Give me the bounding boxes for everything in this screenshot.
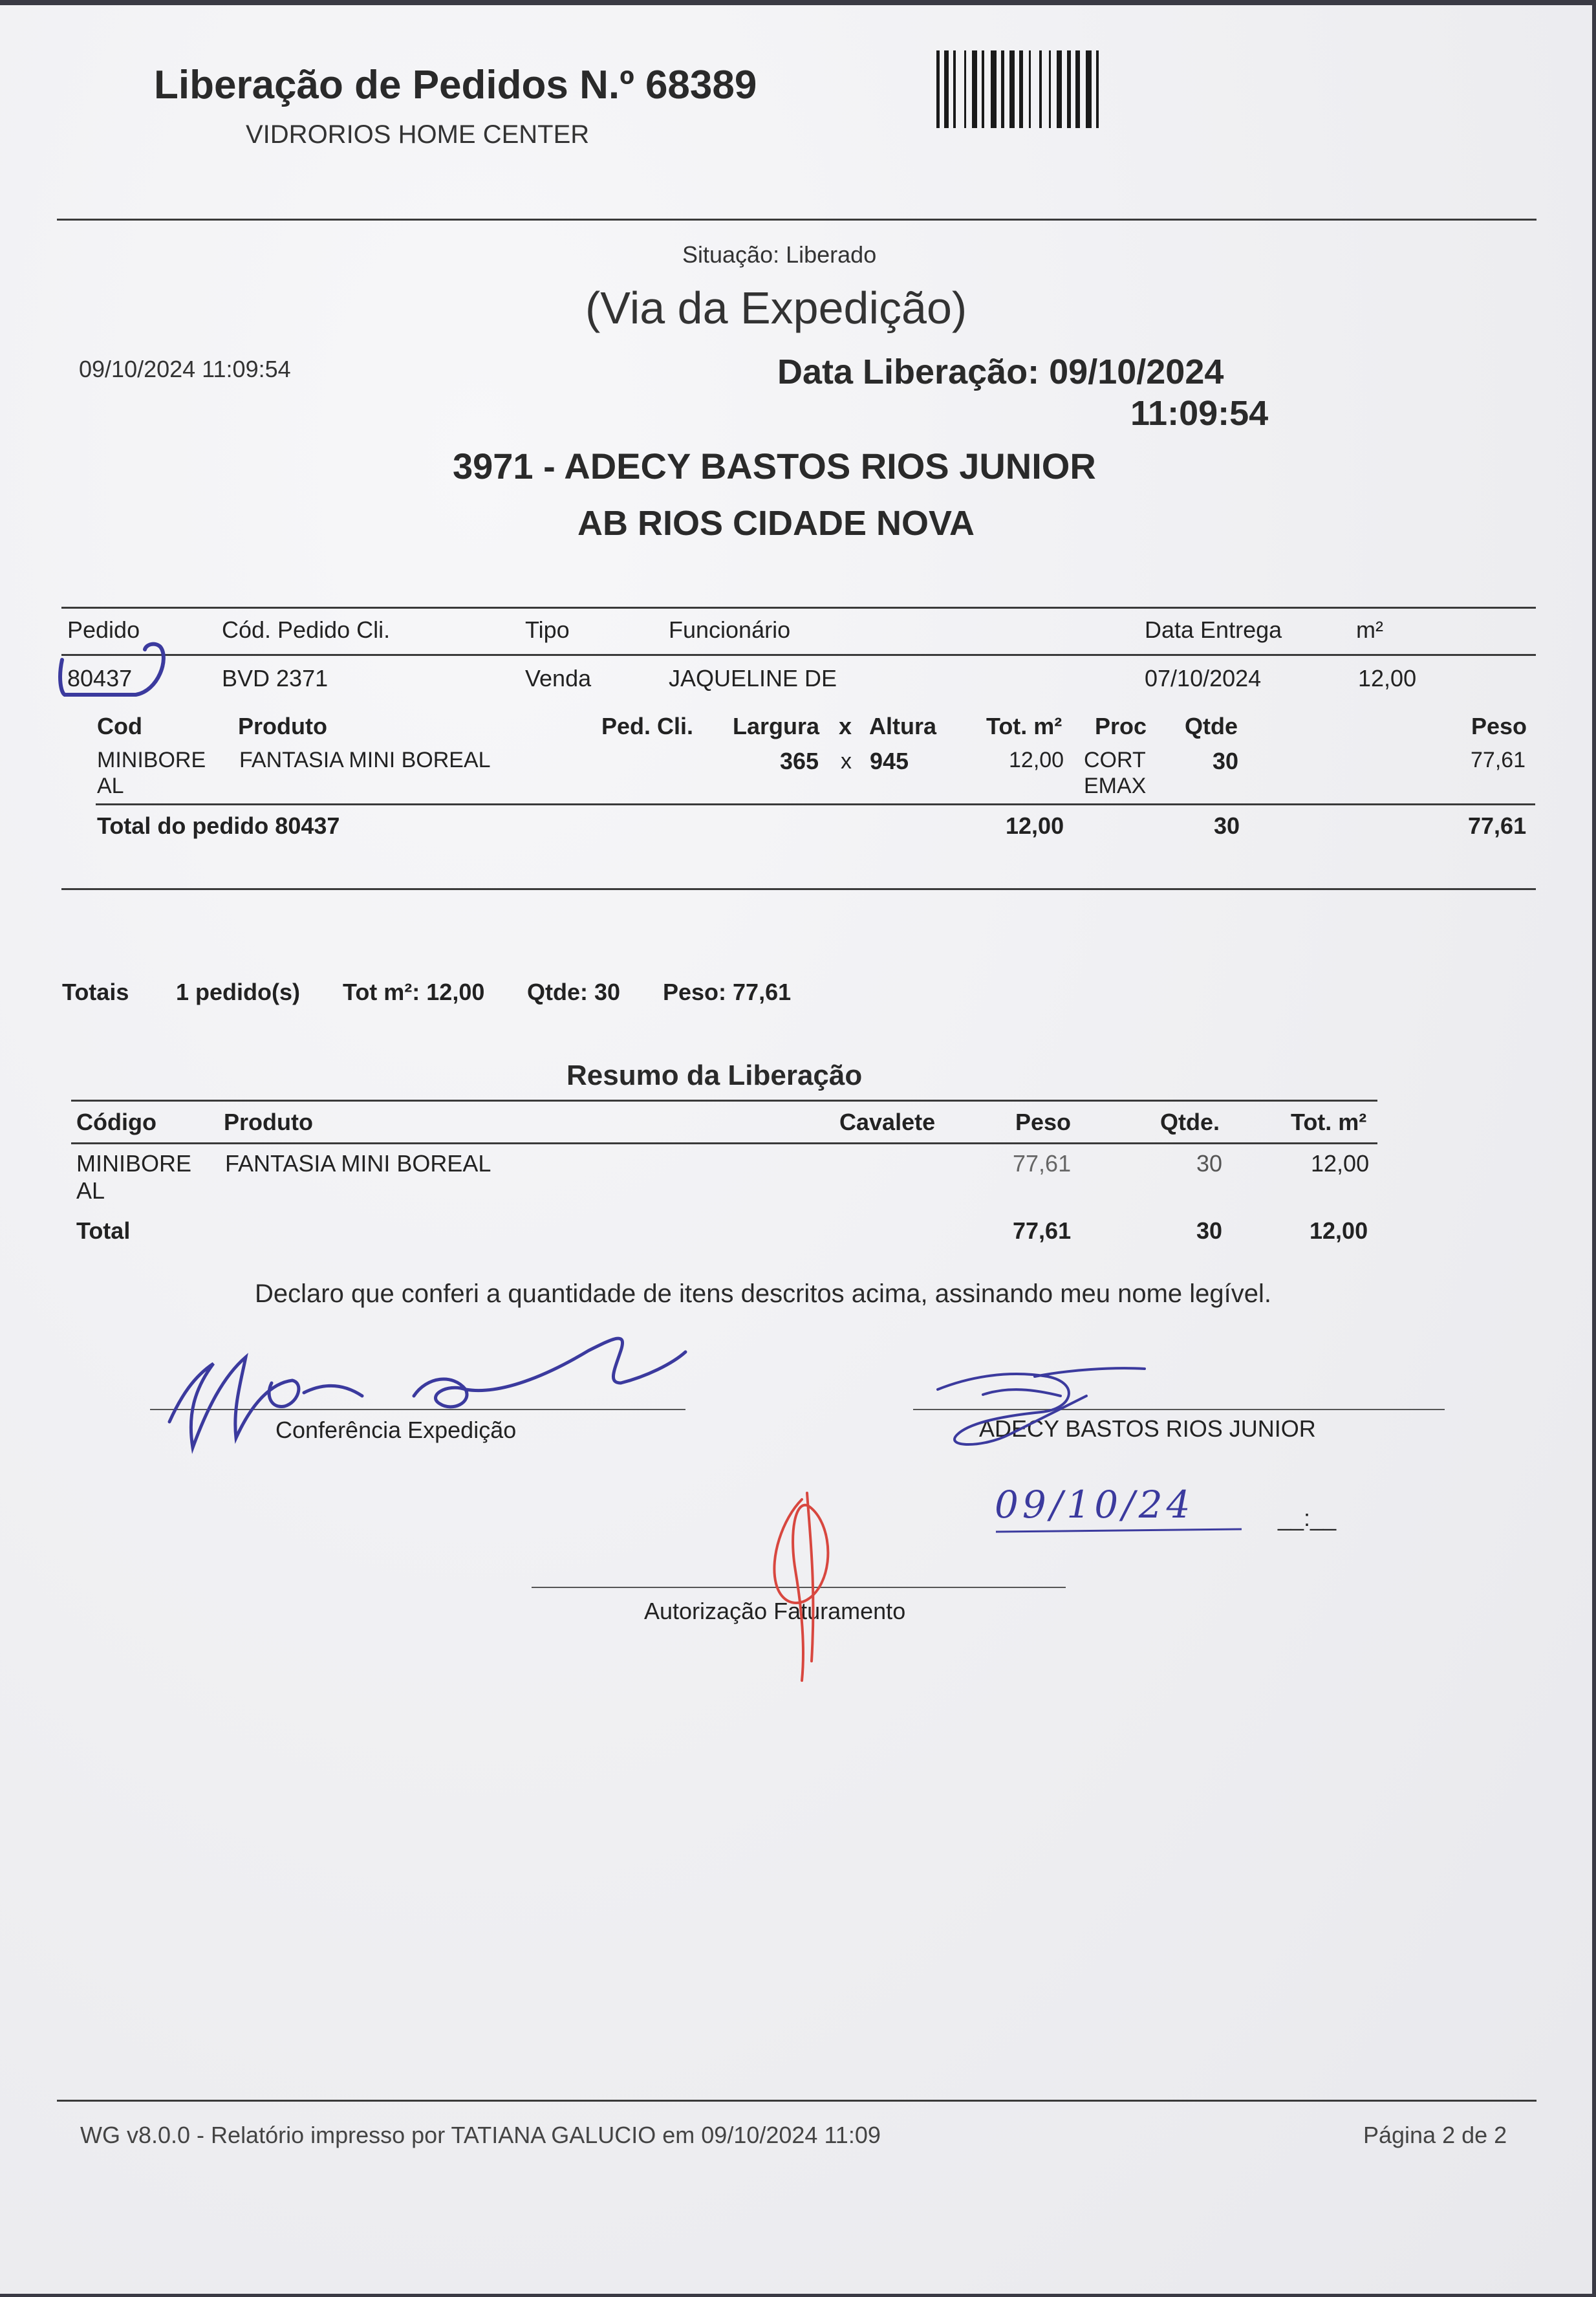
declaration-text: Declaro que conferi a quantidade de itens descritos acima, assinando meu nome legível. — [255, 1279, 1272, 1308]
item-col-x: x — [839, 713, 852, 739]
item-largura: 365 — [780, 748, 819, 774]
conferencia-label: Conferência Expedição — [275, 1417, 517, 1443]
resumo-col-tot-m2: Tot. m² — [1291, 1109, 1367, 1135]
item-col-altura: Altura — [869, 713, 937, 739]
autorizacao-label: Autorização Faturamento — [644, 1598, 906, 1624]
item-proc-line1: CORT — [1084, 748, 1146, 772]
handwriting-overlay — [0, 5, 1592, 2294]
resumo-tot-m2: 12,00 — [1311, 1150, 1370, 1177]
resumo-total-label: Total — [76, 1217, 131, 1244]
resumo-col-produto: Produto — [224, 1109, 313, 1135]
resumo-qtde: 30 — [1196, 1150, 1223, 1177]
document-title: Liberação de Pedidos N.º 68389 — [154, 63, 757, 107]
row-pedido: 80437 — [67, 665, 133, 691]
resumo-peso: 77,61 — [1013, 1150, 1072, 1177]
item-col-cod: Cod — [97, 713, 142, 739]
red-rubric — [774, 1493, 828, 1681]
resumo-col-qtde: Qtde. — [1160, 1109, 1220, 1135]
client-signature — [938, 1368, 1145, 1444]
resumo-col-peso: Peso — [1015, 1109, 1072, 1135]
col-data-entrega: Data Entrega — [1145, 616, 1282, 643]
client-signature-name: ADECY BASTOS RIOS JUNIOR — [979, 1415, 1316, 1442]
item-col-ped-cli: Ped. Cli. — [601, 713, 694, 739]
col-m2: m² — [1356, 616, 1383, 643]
footer-rule — [57, 2100, 1537, 2102]
order-total-label: Total do pedido 80437 — [97, 812, 340, 839]
time-blank: __:__ — [1278, 1505, 1337, 1531]
data-liberacao-time: 11:09:54 — [1130, 394, 1269, 433]
item-cod-line2: AL — [97, 774, 124, 798]
item-produto: FANTASIA MINI BOREAL — [239, 748, 491, 772]
resumo-title: Resumo da Liberação — [566, 1060, 863, 1091]
item-col-proc: Proc — [1095, 713, 1147, 739]
item-cod-line1: MINIBORE — [97, 748, 206, 772]
resumo-total-qtde: 30 — [1196, 1217, 1223, 1244]
totais-m2: Tot m²: 12,00 — [343, 979, 485, 1005]
client-name: 3971 - ADECY BASTOS RIOS JUNIOR — [453, 446, 1096, 486]
footer-page: Página 2 de 2 — [1363, 2122, 1507, 2148]
order-total-m2: 12,00 — [1006, 812, 1064, 839]
col-cod-pedido-cli: Cód. Pedido Cli. — [222, 616, 391, 643]
totais-label: Totais — [62, 979, 129, 1005]
item-altura: 945 — [870, 748, 909, 774]
col-funcionario: Funcionário — [669, 616, 791, 643]
item-x: x — [841, 749, 852, 774]
resumo-total-tot-m2: 12,00 — [1310, 1217, 1368, 1244]
item-col-produto: Produto — [238, 713, 327, 739]
item-proc-line2: EMAX — [1084, 774, 1147, 798]
status-situacao: Situação: Liberado — [682, 241, 877, 268]
row-data-entrega: 07/10/2024 — [1145, 665, 1262, 691]
item-tot-m2: 12,00 — [1009, 748, 1064, 772]
footer-printed-by: WG v8.0.0 - Relatório impresso por TATIANA GALUCIO em 09/10/2024 11:09 — [80, 2122, 881, 2148]
item-col-peso: Peso — [1471, 713, 1527, 739]
totais-peso: Peso: 77,61 — [663, 979, 792, 1005]
handwritten-date-underline — [996, 1529, 1242, 1532]
col-tipo: Tipo — [525, 616, 570, 643]
client-store: AB RIOS CIDADE NOVA — [577, 504, 975, 543]
via-label: (Via da Expedição) — [585, 283, 967, 333]
company-name: VIDRORIOS HOME CENTER — [246, 120, 590, 149]
resumo-codigo-line2: AL — [76, 1177, 105, 1204]
item-col-largura: Largura — [733, 713, 820, 739]
resumo-codigo-line1: MINIBORE — [76, 1150, 192, 1177]
col-pedido: Pedido — [67, 616, 140, 643]
row-tipo: Venda — [525, 665, 592, 691]
resumo-col-codigo: Código — [76, 1109, 156, 1135]
item-qtde: 30 — [1213, 748, 1239, 774]
item-peso: 77,61 — [1471, 748, 1526, 772]
totais-qtde: Qtde: 30 — [527, 979, 621, 1005]
row-m2: 12,00 — [1358, 665, 1417, 691]
document-page — [0, 5, 1592, 2294]
item-col-tot-m2: Tot. m² — [986, 713, 1062, 739]
order-total-peso: 77,61 — [1468, 812, 1527, 839]
row-cod-pedido-cli: BVD 2371 — [222, 665, 329, 691]
conferencia-signature — [169, 1338, 685, 1448]
totais-pedidos: 1 pedido(s) — [176, 979, 301, 1005]
resumo-col-cavalete: Cavalete — [839, 1109, 936, 1135]
pen-circle-mark — [60, 644, 164, 695]
row-funcionario: JAQUELINE DE — [669, 665, 837, 691]
item-col-qtde: Qtde — [1185, 713, 1238, 739]
resumo-produto: FANTASIA MINI BOREAL — [225, 1150, 491, 1177]
handwritten-date: 09/10/24 — [995, 1483, 1194, 1527]
order-total-qtde: 30 — [1214, 812, 1240, 839]
data-liberacao: Data Liberação: 09/10/2024 — [777, 353, 1224, 391]
printed-datetime: 09/10/2024 11:09:54 — [79, 356, 291, 382]
resumo-total-peso: 77,61 — [1013, 1217, 1072, 1244]
